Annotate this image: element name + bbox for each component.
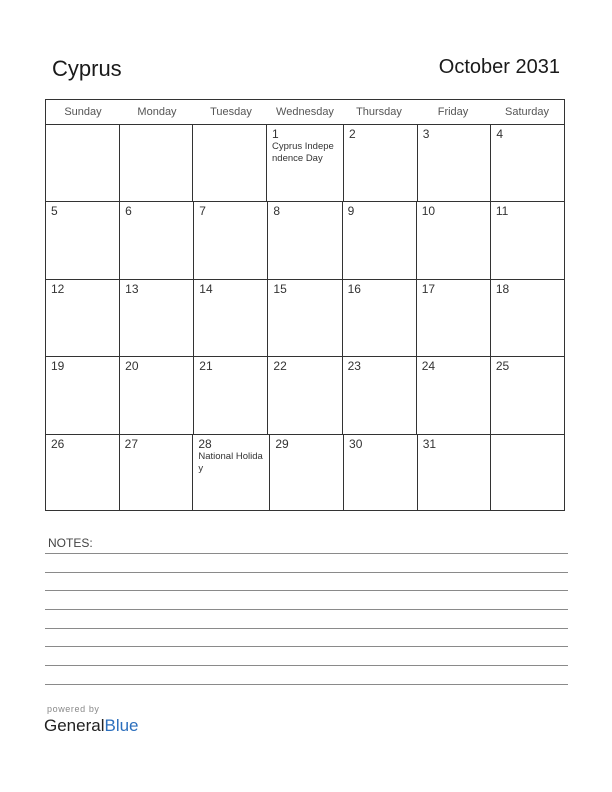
day-cell-27 — [120, 435, 194, 511]
notes-line — [45, 553, 568, 554]
weekday-sunday: Sunday — [64, 106, 102, 118]
notes-label: NOTES: — [48, 536, 93, 550]
day-number: 16 — [347, 281, 361, 296]
day-cell-24 — [417, 357, 491, 433]
notes-line — [45, 684, 568, 685]
day-number: 31 — [422, 436, 437, 451]
week-row — [46, 357, 564, 434]
day-cell-17 — [417, 280, 491, 356]
day-cell-26 — [46, 435, 120, 511]
day-cell-15 — [268, 280, 342, 356]
day-cell-28 — [193, 435, 270, 511]
day-cell-empty — [46, 125, 120, 201]
day-number: 26 — [51, 436, 65, 451]
brand-blue: Blue — [104, 716, 139, 735]
day-cell-13 — [120, 280, 194, 356]
weeks-container — [46, 125, 564, 511]
day-cell-4 — [491, 125, 564, 201]
day-cell-20 — [120, 357, 194, 433]
notes-line — [45, 572, 568, 573]
weekday-tuesday: Tuesday — [210, 106, 252, 118]
day-cell-10 — [417, 202, 491, 278]
powered-by-text: powered by — [47, 704, 100, 714]
weekday-saturday: Saturday — [504, 106, 550, 118]
day-number: 13 — [125, 281, 139, 296]
day-number: 19 — [51, 359, 65, 374]
day-cell-empty — [120, 125, 194, 201]
generalblue-logo[interactable] — [44, 716, 139, 736]
brand-general: General — [44, 716, 105, 735]
day-cell-16 — [343, 280, 417, 356]
notes-line — [45, 628, 568, 629]
day-number: 6 — [125, 204, 132, 219]
day-number: 20 — [125, 359, 139, 374]
day-cell-empty — [193, 125, 267, 201]
weekday-thursday: Thursday — [356, 106, 402, 118]
notes-line — [45, 646, 568, 647]
day-number: 1 — [272, 127, 279, 141]
day-number: 11 — [495, 204, 509, 219]
day-number: 3 — [422, 127, 430, 141]
calendar-grid — [45, 99, 565, 511]
day-cell-29 — [270, 435, 344, 511]
day-number: 24 — [421, 359, 436, 374]
day-cell-23 — [343, 357, 417, 433]
day-cell-30 — [344, 435, 418, 511]
day-number: 4 — [496, 127, 504, 141]
day-number: 7 — [199, 204, 206, 219]
day-number: 10 — [421, 204, 436, 219]
day-cell-22 — [268, 357, 342, 433]
day-cell-25 — [491, 357, 564, 433]
day-number: 17 — [421, 281, 436, 296]
holiday-label: Cyprus Independence Day — [272, 141, 334, 164]
day-cell-18 — [491, 280, 564, 356]
weekday-friday: Friday — [437, 106, 469, 118]
day-cell-6 — [120, 202, 194, 278]
day-number: 5 — [51, 204, 58, 219]
day-number: 18 — [495, 281, 510, 296]
notes-line — [45, 590, 568, 591]
day-number: 12 — [51, 281, 65, 296]
weekday-monday: Monday — [137, 106, 177, 118]
day-cell-12 — [46, 280, 120, 356]
day-cell-5 — [46, 202, 120, 278]
day-number: 30 — [349, 436, 363, 451]
day-number: 21 — [199, 359, 213, 374]
notes-line — [45, 609, 568, 610]
day-number: 22 — [273, 359, 287, 374]
day-number: 25 — [495, 359, 510, 374]
country-title: Cyprus — [52, 56, 122, 81]
day-cell-11 — [491, 202, 564, 278]
day-number: 28 — [198, 436, 212, 451]
day-cell-19 — [46, 357, 120, 433]
day-cell-31 — [418, 435, 492, 511]
week-row — [46, 125, 564, 202]
day-number: 9 — [347, 204, 355, 219]
day-cell-empty — [491, 435, 564, 511]
day-number: 27 — [124, 436, 139, 451]
month-year-title: October 2031 — [438, 56, 560, 78]
day-number: 2 — [349, 127, 356, 141]
weekday-header-row — [46, 100, 564, 125]
day-cell-21 — [194, 357, 268, 433]
week-row — [46, 280, 564, 357]
weekday-wednesday: Wednesday — [276, 106, 334, 118]
day-number: 29 — [275, 436, 289, 451]
holiday-label: National Holiday — [198, 450, 263, 474]
week-row — [46, 435, 564, 511]
day-cell-3 — [418, 125, 492, 201]
day-cell-7 — [194, 202, 268, 278]
day-number: 23 — [347, 359, 361, 374]
day-cell-2 — [344, 125, 418, 201]
day-number: 8 — [273, 204, 281, 219]
day-number: 15 — [273, 281, 287, 296]
day-cell-8 — [268, 202, 342, 278]
notes-line — [45, 665, 568, 666]
day-cell-9 — [343, 202, 417, 278]
week-row — [46, 202, 564, 279]
day-cell-1 — [267, 125, 344, 201]
day-number: 14 — [199, 281, 213, 296]
day-cell-14 — [194, 280, 268, 356]
